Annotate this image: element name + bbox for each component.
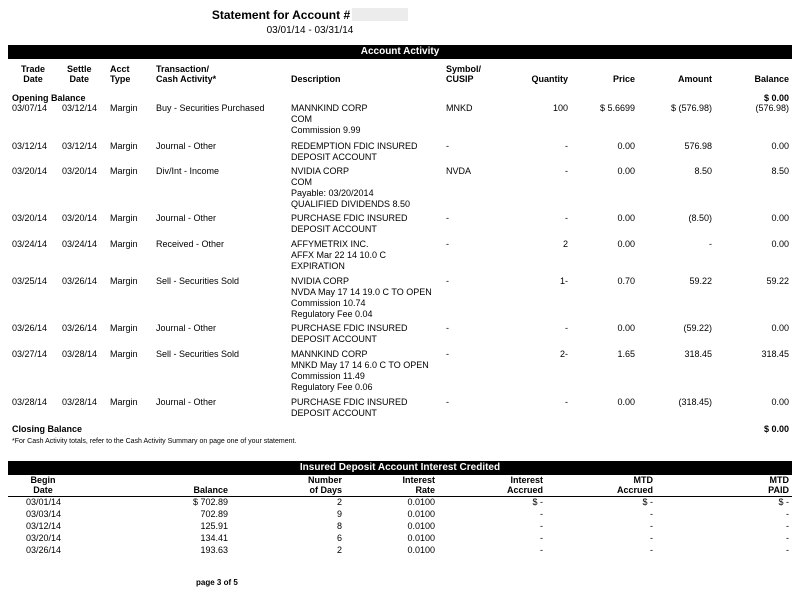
redacted-account-number (352, 8, 408, 21)
activity-cell-description: EXPIRATION (291, 261, 345, 271)
activity-cell-description: DEPOSIT ACCOUNT (291, 334, 377, 344)
col-amount: Amount (678, 74, 712, 84)
icol-mtd-paid-l1: MTD (769, 475, 789, 485)
activity-cell-symbol: - (446, 141, 449, 151)
activity-cell-price: 0.00 (617, 141, 635, 151)
activity-cell-trade: 03/20/14 (12, 213, 48, 223)
interest-cell-days: 2 (336, 497, 342, 507)
activity-cell-description: QUALIFIED DIVIDENDS 8.50 (291, 199, 411, 209)
col-settle-date-l1: Settle (67, 64, 92, 74)
opening-balance-value: $ 0.00 (763, 93, 789, 103)
icol-days (290, 475, 342, 495)
icol-rate-l1: Interest (402, 475, 435, 485)
activity-cell-amount: - (709, 239, 712, 249)
activity-cell-price: $ 5.6699 (599, 103, 635, 113)
icol-rate-l2: Rate (415, 485, 435, 495)
col-settle-date-l2: Date (69, 74, 90, 84)
activity-cell-price: 0.00 (617, 213, 635, 223)
activity-cell-balance: 0.00 (771, 397, 789, 407)
activity-cell-description: COM (291, 114, 312, 124)
interest-cell-days: 8 (336, 521, 342, 531)
col-transaction (156, 64, 216, 84)
activity-cell-balance: 59.22 (766, 276, 789, 286)
activity-cell-balance: 0.00 (771, 239, 789, 249)
interest-cell-mtd-accrued: - (650, 533, 653, 543)
interest-cell-accrued: - (540, 533, 543, 543)
activity-cell-price: 1.65 (617, 349, 635, 359)
activity-cell-trans: Journal - Other (156, 213, 217, 223)
activity-cell-price: 0.00 (617, 166, 635, 176)
col-symbol-l2: CUSIP (446, 74, 474, 84)
activity-cell-trade: 03/12/14 (12, 141, 48, 151)
activity-cell-qty: - (565, 323, 568, 333)
icol-mtd-paid-l2: PAID (768, 485, 789, 495)
activity-cell-trade: 03/20/14 (12, 166, 48, 176)
interest-cell-date: 03/01/14 (26, 497, 62, 507)
col-description: Description (291, 74, 341, 84)
activity-cell-amount: 318.45 (684, 349, 712, 359)
interest-cell-mtd-accrued: - (650, 545, 653, 555)
interest-cell-balance: 125.91 (200, 521, 228, 531)
activity-cell-balance: 0.00 (771, 323, 789, 333)
icol-accrued-l2: Accrued (506, 485, 543, 495)
statement-title: Statement for Account # (211, 8, 351, 22)
activity-cell-price: 0.00 (617, 239, 635, 249)
col-acct-type (110, 64, 130, 84)
activity-cell-symbol: - (446, 213, 449, 223)
activity-cell-description: Payable: 03/20/2014 (291, 188, 374, 198)
statement-period: 03/01/14 - 03/31/14 (266, 25, 354, 36)
activity-cell-trans: Div/Int - Income (156, 166, 220, 176)
activity-cell-qty: - (565, 397, 568, 407)
opening-balance-label: Opening Balance (12, 93, 86, 103)
activity-cell-qty: - (565, 141, 568, 151)
activity-cell-trans: Received - Other (156, 239, 225, 249)
interest-cell-mtd-accrued: $ - (642, 497, 653, 507)
icol-mtd-paid (740, 475, 789, 495)
activity-cell-trade: 03/27/14 (12, 349, 48, 359)
activity-cell-symbol: - (446, 239, 449, 249)
activity-cell-description: AFFX Mar 22 14 10.0 C (291, 250, 387, 260)
activity-cell-trade: 03/24/14 (12, 239, 48, 249)
interest-cell-date: 03/26/14 (26, 545, 62, 555)
activity-cell-balance: (576.98) (755, 103, 789, 113)
icol-mtd-accrued-l2: Accrued (616, 485, 653, 495)
activity-cell-trade: 03/26/14 (12, 323, 48, 333)
interest-title: Insured Deposit Account Interest Credited (8, 461, 792, 475)
activity-cell-description: PURCHASE FDIC INSURED (291, 397, 408, 407)
interest-cell-mtd-accrued: - (650, 509, 653, 519)
activity-cell-amount: (59.22) (683, 323, 712, 333)
activity-cell-qty: 100 (552, 103, 568, 113)
icol-begin-date-l1: Begin (30, 475, 56, 485)
activity-cell-qty: 2 (562, 239, 568, 249)
activity-cell-trade: 03/07/14 (12, 103, 48, 113)
activity-cell-type: Margin (110, 213, 138, 223)
activity-cell-description: NVDA May 17 14 19.0 C TO OPEN (291, 287, 432, 297)
activity-cell-balance: 8.50 (771, 166, 789, 176)
activity-cell-description: MNKD May 17 14 6.0 C TO OPEN (291, 360, 429, 370)
activity-cell-price: 0.00 (617, 397, 635, 407)
activity-cell-description: Commission 9.99 (291, 125, 361, 135)
interest-cell-date: 03/20/14 (26, 533, 62, 543)
interest-cell-balance: 193.63 (200, 545, 228, 555)
activity-cell-settle: 03/20/14 (62, 166, 98, 176)
icol-days-l2: of Days (309, 485, 342, 495)
col-symbol (446, 64, 481, 84)
activity-cell-description: Commission 10.74 (291, 298, 366, 308)
icol-accrued (490, 475, 543, 495)
activity-cell-symbol: - (446, 276, 449, 286)
interest-cell-rate: 0.0100 (407, 533, 435, 543)
closing-balance-value: $ 0.00 (763, 424, 789, 434)
activity-cell-qty: 1- (559, 276, 568, 286)
col-acct-type-l2: Type (110, 74, 131, 84)
activity-cell-trade: 03/28/14 (12, 397, 48, 407)
activity-cell-trans: Journal - Other (156, 323, 217, 333)
activity-cell-amount: 576.98 (684, 141, 712, 151)
activity-cell-settle: 03/28/14 (62, 349, 98, 359)
interest-cell-rate: 0.0100 (407, 545, 435, 555)
icol-accrued-l1: Interest (510, 475, 543, 485)
interest-cell-date: 03/12/14 (26, 521, 62, 531)
col-settle-date (67, 64, 92, 84)
activity-cell-type: Margin (110, 103, 138, 113)
activity-cell-settle: 03/24/14 (62, 239, 98, 249)
col-trade-date-l1: Trade (21, 64, 46, 74)
activity-cell-trans: Journal - Other (156, 397, 217, 407)
activity-cell-description: Regulatory Fee 0.06 (291, 382, 373, 392)
activity-cell-type: Margin (110, 166, 138, 176)
activity-cell-description: MANNKIND CORP (291, 103, 368, 113)
activity-cell-description: DEPOSIT ACCOUNT (291, 224, 377, 234)
col-acct-type-l1: Acct (110, 64, 130, 74)
activity-cell-trans: Sell - Securities Sold (156, 276, 240, 286)
activity-cell-qty: 2- (559, 349, 568, 359)
icol-begin-date (26, 475, 60, 495)
interest-cell-mtd-paid: $ - (778, 497, 789, 507)
interest-cell-balance: 702.89 (200, 509, 228, 519)
activity-cell-type: Margin (110, 323, 138, 333)
interest-cell-accrued: - (540, 545, 543, 555)
col-symbol-l1: Symbol/ (446, 64, 482, 74)
activity-cell-qty: - (565, 213, 568, 223)
activity-cell-description: Commission 11.49 (291, 371, 365, 381)
activity-cell-balance: 318.45 (761, 349, 789, 359)
activity-cell-description: NVIDIA CORP (291, 276, 350, 286)
interest-cell-accrued: - (540, 509, 543, 519)
activity-cell-description: COM (291, 177, 312, 187)
activity-cell-amount: 8.50 (694, 166, 712, 176)
activity-cell-settle: 03/28/14 (62, 397, 98, 407)
activity-cell-amount: (318.45) (678, 397, 712, 407)
col-quantity: Quantity (531, 74, 568, 84)
col-trade-date (21, 64, 45, 84)
activity-cell-type: Margin (110, 276, 138, 286)
activity-cell-settle: 03/20/14 (62, 213, 98, 223)
activity-cell-trade: 03/25/14 (12, 276, 48, 286)
interest-cell-rate: 0.0100 (407, 509, 435, 519)
footnote: *For Cash Activity totals, refer to the Cash Activity Summary on page one of your statement. (12, 438, 297, 445)
interest-cell-balance: 134.41 (200, 533, 228, 543)
closing-balance-label: Closing Balance (12, 424, 83, 434)
activity-cell-amount: $ (576.98) (670, 103, 712, 113)
activity-cell-description: PURCHASE FDIC INSURED (291, 323, 408, 333)
activity-cell-settle: 03/26/14 (62, 323, 98, 333)
interest-cell-mtd-paid: - (786, 509, 789, 519)
activity-cell-symbol: - (446, 397, 449, 407)
icol-begin-date-l2: Date (33, 485, 53, 495)
activity-cell-price: 0.70 (617, 276, 635, 286)
activity-cell-symbol: MNKD (446, 103, 473, 113)
icol-rate (390, 475, 435, 495)
interest-cell-date: 03/03/14 (26, 509, 62, 519)
activity-cell-trans: Journal - Other (156, 141, 217, 151)
activity-cell-description: Regulatory Fee 0.04 (291, 309, 373, 319)
activity-cell-settle: 03/12/14 (62, 103, 98, 113)
activity-cell-type: Margin (110, 239, 138, 249)
activity-cell-symbol: NVDA (446, 166, 472, 176)
account-activity-title: Account Activity (8, 45, 792, 59)
activity-cell-balance: 0.00 (771, 213, 789, 223)
col-trade-date-l2: Date (23, 74, 43, 84)
interest-cell-accrued: - (540, 521, 543, 531)
icol-balance: Balance (193, 485, 228, 495)
activity-cell-symbol: - (446, 323, 449, 333)
activity-cell-trans: Buy - Securities Purchased (156, 103, 265, 113)
activity-cell-description: NVIDIA CORP (291, 166, 350, 176)
activity-cell-amount: 59.22 (689, 276, 712, 286)
activity-cell-description: AFFYMETRIX INC. (291, 239, 369, 249)
activity-cell-trans: Sell - Securities Sold (156, 349, 240, 359)
statement-header (0, 8, 620, 22)
interest-cell-days: 2 (336, 545, 342, 555)
activity-cell-description: DEPOSIT ACCOUNT (291, 408, 377, 418)
page-number: page 3 of 5 (196, 578, 238, 587)
col-price: Price (612, 74, 635, 84)
activity-cell-type: Margin (110, 141, 138, 151)
activity-cell-type: Margin (110, 349, 138, 359)
interest-cell-accrued: $ - (532, 497, 543, 507)
activity-cell-qty: - (565, 166, 568, 176)
interest-cell-days: 6 (336, 533, 342, 543)
activity-cell-description: PURCHASE FDIC INSURED (291, 213, 408, 223)
activity-cell-price: 0.00 (617, 323, 635, 333)
interest-cell-mtd-paid: - (786, 533, 789, 543)
col-balance: Balance (754, 74, 789, 84)
icol-mtd-accrued (600, 475, 653, 495)
activity-cell-type: Margin (110, 397, 138, 407)
activity-cell-description: MANNKIND CORP (291, 349, 368, 359)
interest-cell-rate: 0.0100 (407, 497, 435, 507)
interest-cell-mtd-paid: - (786, 545, 789, 555)
interest-cell-mtd-paid: - (786, 521, 789, 531)
interest-cell-rate: 0.0100 (407, 521, 435, 531)
activity-cell-symbol: - (446, 349, 449, 359)
icol-days-l1: Number (307, 475, 342, 485)
activity-cell-description: DEPOSIT ACCOUNT (291, 152, 377, 162)
activity-cell-description: REDEMPTION FDIC INSURED (291, 141, 418, 151)
col-transaction-l2: Cash Activity* (156, 74, 217, 84)
activity-cell-amount: (8.50) (688, 213, 712, 223)
interest-cell-days: 9 (336, 509, 342, 519)
activity-cell-settle: 03/12/14 (62, 141, 98, 151)
activity-cell-settle: 03/26/14 (62, 276, 98, 286)
activity-cell-balance: 0.00 (771, 141, 789, 151)
interest-cell-mtd-accrued: - (650, 521, 653, 531)
col-transaction-l1: Transaction/ (156, 64, 210, 74)
icol-mtd-accrued-l1: MTD (633, 475, 653, 485)
interest-cell-balance: $ 702.89 (192, 497, 228, 507)
